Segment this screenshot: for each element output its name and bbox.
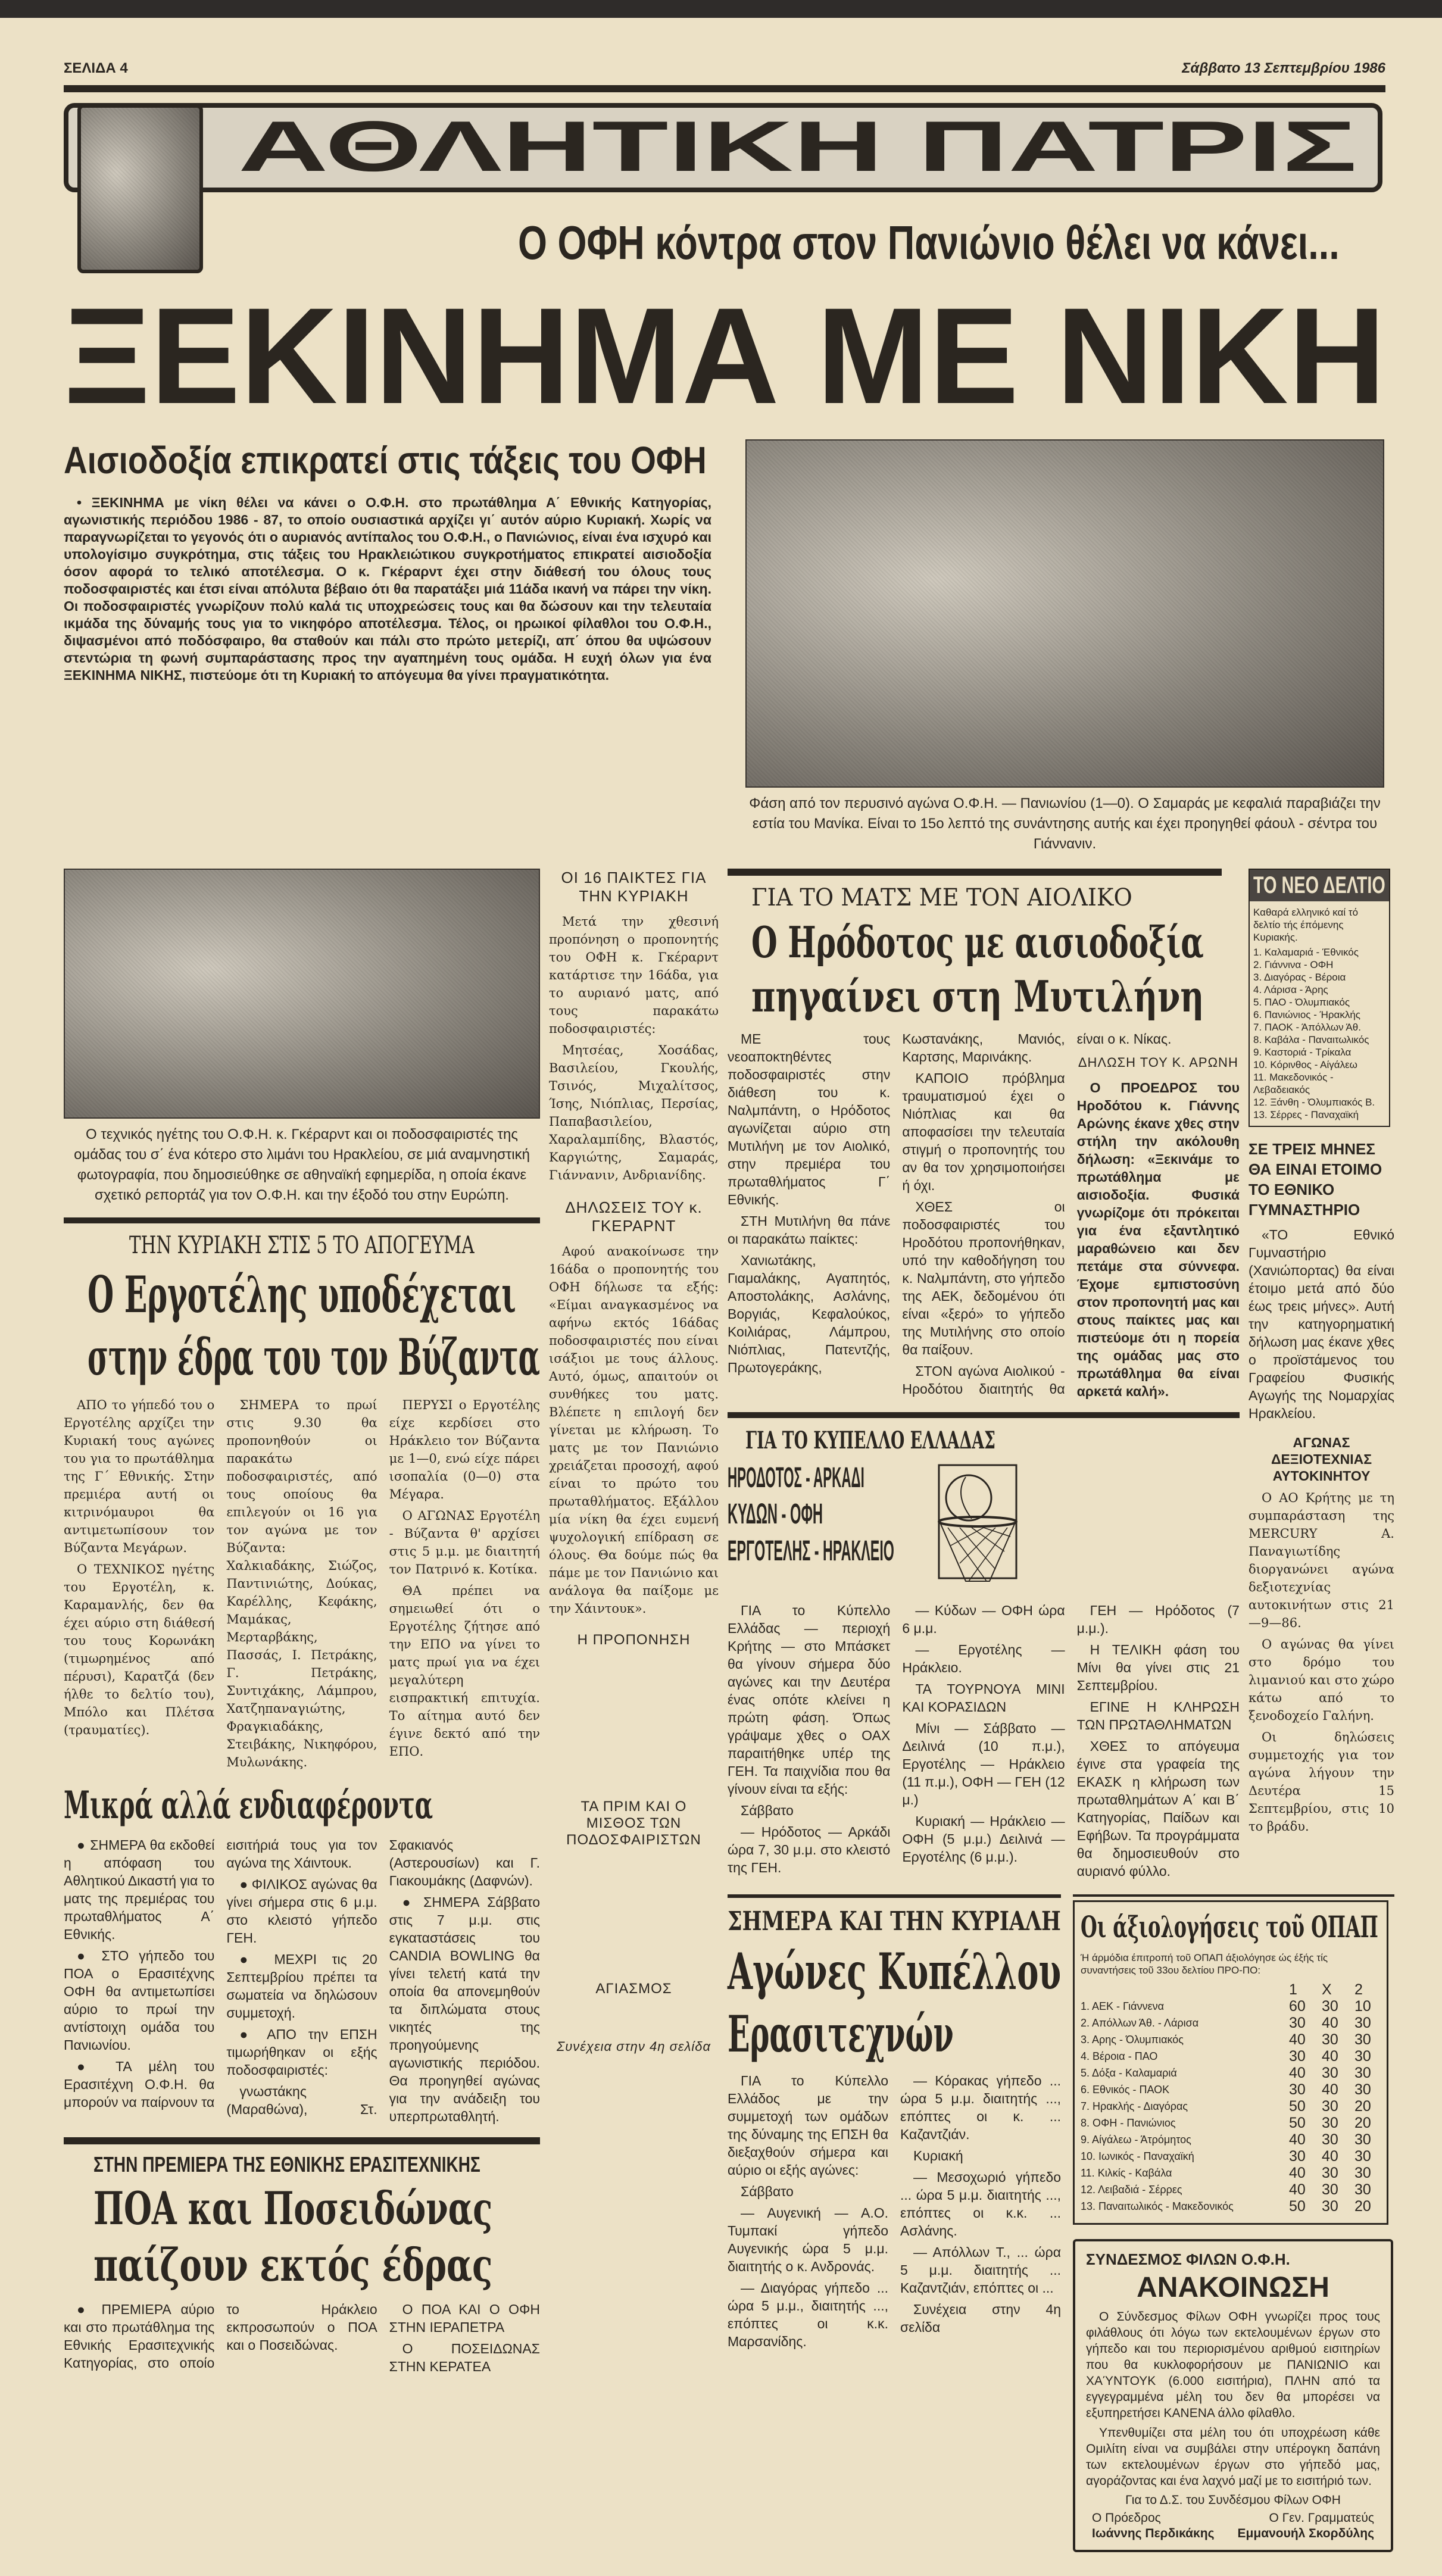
paragraph: Χανιωτάκης, Γιαμαλάκης, Αγαπητός, Αποστολάκης, Ασλάνης, Βοργιάς, Κεφαλούκος, Κοιλιάρας, Λάμπρου, Νιόπλιας, Πατεντζής, Πρωτογεράκης, Κωστανάκης, Μανιός, Καρτσης, Μαρινάκης. xyxy=(728,1031,1065,1376)
cup-matches xyxy=(728,1462,906,1568)
list-item: 13. Σέρρες - Παναχαϊκή xyxy=(1253,1109,1359,1121)
cup-kicker xyxy=(745,1426,995,1454)
bonus-heading: ΤΑ ΠΡΙΜ ΚΑΙ Ο ΜΙΣΘΟΣ ΤΩΝ ΠΟΔΟΣΦΑΙΡΙΣΤΩΝ xyxy=(566,1798,701,1849)
match-photo-caption: Φάση από τον περυσινό αγώνα Ο.Φ.Η. — Πανιωνίου (1—0). Ο Σαμαράς με κεφαλιά παραβιάζει την εστία του Μανίκα. Είναι το 15ο λεπτό της συνάντησης αυτής και έχει προηγηθεί φάουλ - σέντρα του Γιάννανιν. xyxy=(749,795,1381,853)
paragraph: — Απόλλων Τ., ... ώρα 5 μ.μ. διαιτητής ... Καζαντζιάν, επόπτες οι ... xyxy=(900,2244,1061,2296)
opap-row xyxy=(1081,2048,1378,2065)
amateur-cup-headline-1 xyxy=(728,1942,1061,2001)
paragraph: Κυριακή xyxy=(913,2147,963,2163)
opap-row xyxy=(1081,2148,1378,2165)
opap-match: 11. Κιλκίς - Καβάλα xyxy=(1081,2166,1172,2179)
ergotelis-headline-2 xyxy=(88,1328,540,1387)
paragraph: ΣΗΜΕΡΑ το πρωί στις 9.30 θα προπονηθούν οι παρακάτω ποδοσφαιριστές, από τους οποίους θα επιλεγούν οι 16 για τον αγώνα με τον Βύζαντα: Χαλκιαδάκης, Σιώζος, Παντινιώτης, Δούκας, Καρέλλης, Κεφάκης, Μαμάκας, Μερταρβάκης, Πασσάς, Ι. Πετράκης, Γ. Πετράκης, Συντιχάκης, Λάμπρου, Χατζηπαναγιώτης, Φραγκιαδάκης, Στειβάκης, Νικηφόρου, Μυλωνάκης. xyxy=(226,1397,377,1769)
opap-rating: 30 xyxy=(1354,2031,1371,2048)
herodotos-body xyxy=(728,1030,1240,1400)
masthead-title: ΑΘΛΗΤΙΚΗ ΠΑΤΡΙΣ xyxy=(238,106,1357,186)
opap-match: 5. Δόξα - Καλαμαριά xyxy=(1081,2066,1177,2079)
paragraph: ● ΦΙΛΙΚΟΣ αγώνας θα γίνει σήμερα στις 6 μ.μ. στο κλειστό γήπεδο ΓΕΗ. xyxy=(226,1876,377,1946)
opap-rating: 10 xyxy=(1354,1997,1371,2015)
poa-kicker xyxy=(93,2153,480,2177)
issue-date: Σάββατο 13 Σεπτεμβρίου 1986 xyxy=(1182,60,1385,76)
opap-row xyxy=(1081,2031,1378,2048)
opap-match: 12. Λειβαδιά - Σέρρες xyxy=(1081,2183,1182,2196)
opap-match: 10. Ιωνικός - Παναχαϊκή xyxy=(1081,2150,1194,2162)
opap-rating: 30 xyxy=(1354,2131,1371,2148)
announcement-signatures xyxy=(1086,2508,1380,2541)
new-coupon-list xyxy=(1250,946,1389,1121)
opap-rating: 30 xyxy=(1354,2047,1371,2065)
opap-rating: 60 xyxy=(1289,1997,1306,2015)
lead-subhead xyxy=(64,439,707,482)
poa-headline-1 xyxy=(93,2182,492,2235)
section-rule xyxy=(64,2137,540,2144)
paragraph: — Μεσοχωριό γήπεδο ... ώρα 5 μ.μ. διαιτητής ..., επόπτες οι κ.κ. ... Ασλάνης. xyxy=(900,2169,1061,2238)
aroni-body xyxy=(1077,1079,1240,1400)
basketball-hoop-icon xyxy=(930,1462,1019,1593)
briefs-headline xyxy=(64,1783,433,1828)
paragraph: ● ΣΗΜΕΡΑ θα εκδοθεί η απόφαση του Αθλητικού Δικαστή για το ματς της πρεμιέρας του πρωταθλήματος Α΄ Εθνικής. xyxy=(64,1837,215,1943)
new-coupon-title: ΤΟ ΝΕΟ ΔΕΛΤΙΟ xyxy=(1253,872,1385,899)
list-item: 11. Μακεδονικός - Λεβαδειακός xyxy=(1253,1072,1334,1096)
list-item: 1. Καλαμαριά - Έθνικός xyxy=(1253,947,1359,958)
new-coupon-intro: Καθαρά ελληνικό καί τό δελτίο τής έπόμενης Κυριακής. xyxy=(1253,907,1359,944)
list-item: 12. Ξάνθη - Όλυμπιακός Β. xyxy=(1253,1097,1375,1109)
bonus-body-placeholder xyxy=(549,1856,719,1975)
paragraph: ΑΠΟ το γήπεδό του ο Εργοτέλης αρχίζει την Κυριακή τους αγώνες του για το πρωτάθλημα της Γ΄ Εθνικής. Στην πρεμιέρα αυτή οι κιτρινόμαυροι θα αντιμετωπίσουν τον Βύζαντα Μεγάρων. xyxy=(64,1397,215,1555)
opap-rating: 40 xyxy=(1289,2064,1306,2081)
paragraph: ΓΙΑ το Κύπελλο Ελλάδας — περιοχή Κρήτης — στο Μπάσκετ θα γίνουν σήμερα δύο αγώνες και την Δευτέρα ένας οπότε κλείνει η πρώτη φάση. Όπως γράψαμε χθες ο ΟΑΧ παραιτήθηκε υπέρ της ΓΕΗ. Τα παιχνίδια που θα γίνουν είναι τα εξής: xyxy=(728,1602,891,1797)
rally-heading: ΑΓΩΝΑΣ ΔΕΞΙΟΤΕΧΝΙΑΣ ΑΥΤΟΚΙΝΗΤΟΥ xyxy=(1271,1435,1372,1484)
poa-kicker-text: ΣΤΗΝ ΠΡΕΜΙΕΡΑ ΤΗΣ ΕΘΝΙΚΗΣ ΕΡΑΣΙΤΕΧΝΙΚΗΣ xyxy=(93,2152,480,2177)
main-row xyxy=(64,869,1442,2552)
right-column xyxy=(1249,869,1394,1839)
opap-row xyxy=(1081,2165,1378,2181)
opap-rating: 20 xyxy=(1354,2114,1371,2131)
opap-rating: 30 xyxy=(1289,2081,1306,2098)
paragraph: Ο Σύνδεσμος Φίλων ΟΦΗ γνωρίζει προς τους φιλάθλους ότι λόγω των εκτελουμένων έργων στο γήπεδο και του περιορισμένου αριθμού εισιτηρίων που θα κυκλοφορήσουν με ΠΑΝΙΩΝΙΟ και ΧΑΎΝΤΟΥΚ (6.000 εισιτήρια), ΠΛΗΝ από τα εγγεγραμμένα μέλη του δεν θα μπορέσει να εξυπηρετήσει ΚΑΝΕΝΑ άλλο φίλαθλο. xyxy=(1086,2309,1380,2420)
herodotos-cup-column xyxy=(728,869,1240,1879)
announcement-org: ΣΥΝΔΕΣΜΟΣ ΦΙΛΩΝ Ο.Φ.Η. xyxy=(1086,2250,1290,2268)
amateur-cup-headline-2-text: Ερασιτεχνών xyxy=(728,2004,954,2063)
paragraph: — Εργοτέλης — Ηράκλειο. xyxy=(902,1641,1065,1675)
opap-table xyxy=(1081,1981,1378,2215)
opap-rating: 30 xyxy=(1322,2197,1338,2215)
masthead-footballer-photo xyxy=(77,104,203,273)
opap-match: 1. ΑΕΚ - Γιάννενα xyxy=(1081,2000,1165,2012)
gym-body xyxy=(1249,1226,1394,1422)
opap-rating: 50 xyxy=(1289,2097,1306,2115)
poa-headline-1-text: ΠΟΑ και Ποσειδώνας xyxy=(93,2181,493,2235)
players-16-heading: ΟΙ 16 ΠΑΙΚΤΕΣ ΓΙΑ ΤΗΝ ΚΥΡΙΑΚΗ xyxy=(561,869,707,905)
opap-announcement-column xyxy=(1073,1894,1394,2552)
opap-row xyxy=(1081,2065,1378,2081)
opap-row xyxy=(1081,2081,1378,2098)
opap-intro: Ή άρμόδια έπιτροπή τοῦ ΟΠΑΠ άξιολόγησε ώς έξής τίς συναντήσεις τοῦ 33ου δελτίου ΠΡΟ-ΠΟ: xyxy=(1081,1951,1328,1976)
paragraph: ● ΠΡΕΜΙΕΡΑ αύριο και στο πρωτάθλημα της Εθνικής Ερασιτεχνικής Κατηγορίας, στο οποίο το Ηράκλειο εκπροσωπούν ο ΠΟΑ και ο Ποσειδώνας. xyxy=(64,2301,377,2371)
amateur-cup-kicker-text: ΣΗΜΕΡΑ ΚΑΙ ΤΗΝ ΚΥΡΙΑΛΗ xyxy=(728,1906,1061,1937)
paragraph: ΠΕΡΥΣΙ ο Εργοτέλης είχε κερδίσει στο Ηράκλειο τον Βύζαντα με 1—0, ενώ είχε πάρει ισοπαλία (0—0) στα Μέγαρα. xyxy=(389,1397,540,1501)
paragraph: Σάββατο xyxy=(741,2183,794,2199)
paragraph: Συνέχεια στην 4η σελίδα xyxy=(900,2301,1061,2335)
list-item: 10. Κόρινθος - Αίγάλεω xyxy=(1253,1059,1357,1071)
opap-col-header: 1 xyxy=(1289,1981,1297,1998)
paragraph: ΕΓΙΝΕ Η ΚΛΗΡΩΣΗ ΤΩΝ ΠΡΩΤΑΘΛΗΜΑΤΩΝ xyxy=(1076,1698,1240,1732)
statements-heading: ΔΗΛΩΣΕΙΣ ΤΟΥ κ. ΓΚΕΡΑΡΝΤ xyxy=(565,1198,703,1235)
paragraph: — Κύδων — ΟΦΗ ώρα 6 μ.μ. xyxy=(902,1602,1065,1636)
amateur-cup-headline-1-text: Αγώνες Κυπέλλου xyxy=(728,1941,1062,2001)
team-boat-photo xyxy=(64,869,540,1119)
cup-body-b xyxy=(1077,1601,1240,1880)
paragraph: Η ΤΕΛΙΚΗ φάση του Μίνι θα γίνει στις 21 Σεπτεμβρίου. xyxy=(1076,1641,1240,1693)
paragraph: Ο ΠΟΣΕΙΔΩΝΑΣ ΣΤΗΝ ΚΕΡΑΤΕΑ xyxy=(389,2340,540,2374)
players-16-body xyxy=(549,913,719,1184)
herodotos-headline-1-text: Ο Ηρόδοτος με αισιοδοξία xyxy=(751,916,1204,967)
president-role: Ο Πρόεδρος xyxy=(1092,2511,1161,2525)
paragraph: Ο ΠΟΑ ΚΑΙ Ο ΟΦΗ ΣΤΗΝ ΙΕΡΑΠΕΤΡΑ xyxy=(389,2301,540,2335)
rally-story xyxy=(1249,1434,1394,1835)
list-item: 7. ΠΑΟΚ - Άπόλλων Άθ. xyxy=(1253,1022,1361,1033)
aroni-heading: ΔΗΛΩΣΗ ΤΟΥ Κ. ΑΡΩΝΗ xyxy=(1078,1055,1238,1070)
list-item: 6. Πανιώνιος - Ήρακλής xyxy=(1253,1009,1360,1021)
opap-rating: 50 xyxy=(1289,2114,1306,2131)
announcement-signoff: Για το Δ.Σ. του Συνδέσμου Φίλων ΟΦΗ xyxy=(1125,2493,1341,2507)
opap-match-col xyxy=(1081,1981,1289,1998)
opap-match: 8. ΟΦΗ - Πανιώνιος xyxy=(1081,2116,1176,2129)
section-rule xyxy=(728,869,1222,876)
paragraph: Ο ΤΕΧΝΙΚΟΣ ηγέτης του Εργοτέλη, κ. Καραμανλής, δεν θα έχει αύριο στη διάθεσή του τους Κορωνάκη (τιμωρημένος από πέρυσι), Καρατζά (δεν ήλθε το δελτίο του), Μπόλο και Πλέτσα (τραυματίες). xyxy=(64,1562,215,1737)
lead-subhead-text: Αισιοδοξία επικρατεί στις τάξεις του ΟΦΗ xyxy=(64,439,707,482)
paragraph: Σάββατο xyxy=(741,1802,794,1818)
paragraph: ● ΣΗΜΕΡΑ Σάββατο στις 7 μ.μ. στις εγκαταστάσεις του CANDIA BOWLING θα γίνει τελετή κατά την οποία θα απονεμηθούν τα διπλώματα στους νικητές της προηγούμενης αγωνιστικής περιόδου. Θα προηγηθεί αγώνας για την ανάδειξη του υπερπρωταθλητή. xyxy=(389,1894,540,2125)
paragraph: ΓΕΗ — Ηρόδοτος (7 μ.μ.). xyxy=(1076,1602,1240,1636)
list-item: 5. ΠΑΟ - Όλυμπιακός xyxy=(1253,997,1350,1008)
paragraph: ΣΤΟΝ αγώνα Αιολικού - Ηροδότου διαιτητής θα είναι ο κ. Νίκας. xyxy=(902,1031,1172,1397)
left-column xyxy=(64,869,540,2375)
paragraph: Ο ΑΟ Κρήτης με τη συμπαράσταση της MERCURY Α. Παναγιωτίδης διοργανώνει αγώνα δεξιοτεχνίας αυτοκινήτων στις 21—9—86. xyxy=(1249,1491,1394,1631)
briefs-body xyxy=(64,1836,540,2125)
cup-match: ΕΡΓΟΤΕΛΗΣ - ΗΡΑΚΛΕΙΟ xyxy=(728,1535,894,1568)
opap-rating: 40 xyxy=(1289,2031,1306,2048)
lead-headline xyxy=(64,279,1386,432)
masthead-title-wrap xyxy=(238,107,1357,186)
blessing-heading: ΑΓΙΑΣΜΟΣ xyxy=(595,1981,672,1997)
opap-heading xyxy=(1081,1909,1378,1944)
opap-row xyxy=(1081,2198,1378,2215)
scan-top-edge xyxy=(0,0,1442,18)
opap-header-row xyxy=(1081,1981,1378,1998)
right-upper-row xyxy=(728,869,1394,1879)
opap-rating: 20 xyxy=(1354,2197,1371,2215)
paragraph: — Κόρακας γήπεδο ... ώρα 5 μ.μ. διαιτητής ..., επόπτες οι κ. ... Καζαντζιάν. xyxy=(900,2072,1061,2142)
opap-match: 13. Παναιτωλικός - Μακεδονικός xyxy=(1081,2200,1234,2212)
right-region xyxy=(728,869,1394,2552)
paragraph: Μίνι — Σάββατο — Δειλινά (10 π.μ.), Εργοτέλης — Ηράκλειο (11 π.μ.), ΟΦΗ — ΓΕΗ (12 μ.) xyxy=(902,1720,1065,1807)
opap-rating: 30 xyxy=(1354,2064,1371,2081)
paragraph: ΣΤΗ Μυτιλήνη θα πάνε οι παρακάτω παίκτες: xyxy=(728,1213,891,1247)
opap-rating: 40 xyxy=(1322,2147,1338,2165)
opap-rating: 30 xyxy=(1289,2047,1306,2065)
opap-rating: 30 xyxy=(1322,2064,1338,2081)
page-header xyxy=(64,61,1385,77)
paragraph: — Ηρόδοτος — Αρκάδι ώρα 7, 30 μ.μ. στο κλειστό της ΓΕΗ. xyxy=(728,1824,891,1875)
paragraph: Μετά την χθεσινή προπόνηση ο προπονητής του ΟΦΗ κ. Γκέραρντ κατάρτισε την 16άδα, για το αυριανό ματς, από τους παρακάτω ποδοσφαιριστές: xyxy=(549,914,719,1036)
opap-rating: 30 xyxy=(1322,2097,1338,2115)
right-lower-row xyxy=(728,1894,1394,2552)
ergotelis-kicker-text: ΤΗΝ ΚΥΡΙΑΚΗ ΣΤΙΣ 5 ΤΟ ΑΠΟΓΕΥΜΑ xyxy=(129,1232,475,1260)
poa-headline-2-text: παίζουν εκτός έδρας xyxy=(93,2238,493,2292)
paragraph: ΜΕ τους νεοαποκτηθέντες ποδοσφαιριστές στην διάθεση του κ. Ναλμπάντη, ο Ηρόδοτος αγωνίζεται αύριο στη Μυτιλήνη με τον Αιολικό, στην πρεμιέρα του πρωταθλήματος Γ΄ Εθνικής. xyxy=(728,1031,891,1208)
herodotos-kicker xyxy=(751,884,1132,912)
secretary-role: Ο Γεν. Γραμματεύς xyxy=(1269,2511,1374,2525)
training-body-placeholder xyxy=(549,1656,719,1793)
announcement-box xyxy=(1073,2239,1393,2552)
ergotelis-headline-2-text: στην έδρα του τον Βύζαντα xyxy=(88,1327,541,1387)
paragraph: ΤΑ ΤΟΥΡΝΟΥΑ ΜΙΝΙ ΚΑΙ ΚΟΡΑΣΙΔΩΝ xyxy=(902,1681,1065,1715)
training-heading: Η ΠΡΟΠΟΝΗΣΗ xyxy=(577,1632,691,1648)
list-item: 8. Καβάλα - Παναιτωλικός xyxy=(1253,1034,1369,1046)
gym-heading: ΣΕ ΤΡΕΙΣ ΜΗΝΕΣ ΘΑ ΕΙΝΑΙ ΕΤΟΙΜΟ ΤΟ ΕΘΝΙΚΟ ΓΥΜΝΑΣΤΗΡΙΟ xyxy=(1249,1140,1382,1219)
paragraph: ΚΑΠΟΙΟ πρόβλημα τραυματισμού έχει ο Νιόπλιας και θα αποφασίσει την τελευταία στιγμή ο προπονητής του αν θα τον χρησιμοποιήσει ή όχι. xyxy=(902,1070,1065,1194)
amateur-cup-body xyxy=(728,2072,1061,2350)
lead-row xyxy=(64,439,1442,854)
herodotos-headline-2-text: πηγαίνει στη Μυτιλήνη xyxy=(751,970,1204,1022)
opap-rating: 40 xyxy=(1289,2164,1306,2181)
bottom-margin xyxy=(0,2552,1442,2576)
lead-photo-block xyxy=(745,439,1384,854)
ergotelis-headline-1-text: Ο Εργοτέλης υποδέχεται xyxy=(88,1264,516,1324)
opap-row xyxy=(1081,2115,1378,2131)
team-boat-photo-caption: Ο τεχνικός ηγέτης του Ο.Φ.Η. κ. Γκέραρντ και οι ποδοσφαιριστές της ομάδας του σ΄ ένα κότερο στο λιμάνι του Ηρακλείου, σε μιά αναμνηστική φωτογραφία, που δημοσιεύθηκε σε αθηναϊκή εφημερίδα, η οποία έκανε σχετικό ρεπορτάζ για τον Ο.Φ.Η. και την έξοδό του στην Ευρώπη. xyxy=(74,1126,530,1204)
opap-row xyxy=(1081,2015,1378,2031)
new-coupon-header xyxy=(1250,870,1389,901)
ergotelis-kicker xyxy=(129,1232,475,1260)
opap-col-header: 2 xyxy=(1354,1981,1363,1998)
paragraph: Υπενθυμίζει στα μέλη του ότι υποχρέωση κάθε Ομιλίτη είναι να συμβάλει στην υπέρογκη δαπάνη των εκτελουμένων έργων στο γήπεδό μας, αγοράζοντας και ένα λαχνό μαζί με το εισιτήριό των. xyxy=(1086,2425,1380,2488)
paragraph: ● ΜΕΧΡΙ τις 20 Σεπτεμβρίου πρέπει τα σωματεία να δηλώσουν συμμετοχή. xyxy=(226,1951,377,2021)
paragraph: ● ΣΤΟ γήπεδο του ΠΟΑ ο Ερασιτέχνης ΟΦΗ θα αντιμετωπίσει αύριο το πρωί την αντίστοιχη ομάδα του Πανιωνίου. xyxy=(64,1948,215,2053)
amateur-cup-story xyxy=(728,1894,1061,2350)
opap-rating: 30 xyxy=(1322,2031,1338,2048)
paragraph: «ΤΟ Εθνικό Γυμναστήριο (Χανιώπορτας) θα είναι έτοιμο μετά από δύο έως τρεις μήνες». Αυτή την κατηγορηματική δήλωση μας έκανε χθες ο προϊστάμενος του Γραφείου Φυσικής Αγωγής της Νομαρχίας Ηρακλείου. xyxy=(1249,1227,1394,1422)
list-item: 2. Γιάννινα - ΟΦΗ xyxy=(1253,959,1334,971)
paragraph: Κυριακή — Ηράκλειο — ΟΦΗ (5 μ.μ.) Δειλινά — Εργοτέλης (6 μ.μ.). xyxy=(902,1813,1065,1865)
rally-body xyxy=(1249,1489,1394,1835)
lead-kicker-text: Ο ΟΦΗ κόντρα στον Πανιώνιο θέλει να κάνει... xyxy=(518,216,1340,269)
opap-col-header: Χ xyxy=(1322,1981,1332,1998)
paragraph: • ΞΕΚΙΝΗΜΑ με νίκη θέλει να κάνει ο Ο.Φ.Η. στο πρωτάθλημα Α΄ Εθνικής Κατηγορίας, αγωνιστικής περιόδου 1986 - 87, το οποίο ουσιαστικά αρχίζει γι΄ αυτόν αύριο Κυριακή. Χωρίς να παραγνωρίζεται το γεγονός ότι ο αυριανός αντίπαλος του Ο.Φ.Η., ο Πανιώνιος, είναι ένα ισχυρό και υπολογίσιμο συγκρότημα, στις τάξεις του Ηρακλειώτικου συγκροτήματος επικρατεί αισιοδοξία όσον αφορά το τελικό αποτέλεσμα. Ο κ. Γκέραρντ έχει στην διάθεσή του όλους τους ποδοσφαιριστές και έτσι είναι απόλυτα βέβαιο ότι θα παρατάξει μιά 11άδα ικανή να πάρει την νίκη. Οι ποδοσφαιριστές γνωρίζουν πολύ καλά τις υποχρεώσεις τους και θα δώσουν και την τελευταία ικμάδα της δύναμής τους για το νικηφόρο αποτέλεσμα. Τέλος, οι ηρωικοί φίλαθλοι του Ο.Φ.Η., διψασμένοι από ποδόσφαιρο, θα σταθούν και πάλι στο πρώτο μετερίζι, απ΄ όπου θα υψώσουν στεντώρια τη φωνή συμπαράστασης προς την αγαπημένη τους ομάδα. Η ευχή όλων για ένα ΞΕΚΙΝΗΜΑ ΝΙΚΗΣ, πιστεύομε ότι τη Κυριακή το απόγευμα θα γίνει πραγματικότητα. xyxy=(64,495,711,683)
cup-match: ΚΥΔΩΝ - ΟΦΗ xyxy=(728,1498,823,1531)
opap-rating: 50 xyxy=(1289,2197,1306,2215)
opap-row xyxy=(1081,2181,1378,2198)
amateur-cup-headline-2 xyxy=(728,2004,954,2063)
paragraph: Μητσέας, Χοσάδας, Βασιλείου, Γκουλής, Τσινός, Μιχαλίτσος, Ίσης, Νιόπλιας, Περσίας, Παπαβασιλείου, Χαραλαμπίδης, Βλαστός, Καργιώτης, Σαμαράς, Γιάννανιν, Ανδριανίδης. xyxy=(549,1043,719,1183)
poa-headline-2 xyxy=(93,2238,492,2292)
paragraph: ● ΤΑ μέλη του Ερασιτέχνη Ο.Φ.Η. θα μπορούν να παίρνουν τα εισιτήριά τους για τον αγώνα της Χάιντουκ. xyxy=(64,1837,377,2110)
opap-rating: 30 xyxy=(1322,2181,1338,2198)
announcement-body xyxy=(1086,2309,1380,2489)
paragraph: Ο ΑΓΩΝΑΣ Εργοτέλη - Βύζαντα θ' αρχίσει στις 5 μ.μ. με διαιτητή τον Πατρινό κ. Κοτίκα. xyxy=(389,1508,540,1576)
opap-rating: 20 xyxy=(1354,2097,1371,2115)
opap-match: 4. Βέροια - ΠΑΟ xyxy=(1081,2050,1158,2062)
paragraph: ΧΘΕΣ οι ποδοσφαιριστές του Ηροδότου προπονήθηκαν, υπό την καθοδήγηση του κ. Ναλμπάντη, στο γήπεδο της ΑΕΚ, δεδομένου ότι είναι «ξερό» το γήπεδο της Μυτιλήνης στο οποίο θα παίξουν. xyxy=(902,1199,1065,1358)
statements-body xyxy=(549,1242,719,1618)
cup-matches-row xyxy=(728,1462,1240,1593)
paragraph: — Αυγενική — Α.Ο. Τυμπακί γήπεδο Αυγενικής ώρα 5 μ.μ. διαιτητής ο κ. Ανδρονάς. xyxy=(728,2205,888,2274)
opap-match: 2. Απόλλων Άθ. - Λάρισα xyxy=(1081,2016,1199,2029)
cup-body-a xyxy=(728,1601,1065,1880)
opap-match: 7. Ηρακλής - Διαγόρας xyxy=(1081,2100,1188,2112)
masthead xyxy=(64,103,1382,282)
amateur-cup-kicker xyxy=(728,1906,1061,1937)
opap-rating: 30 xyxy=(1322,2164,1338,2181)
paragraph: ΧΘΕΣ το απόγευμα έγινε στα γραφεία της ΕΚΑΣΚ η κλήρωση των πρωταθλημάτων Α΄ και Β΄ Κατηγορίας, Παίδων και Εφήβων. Τα προγράμματα θα δημοσιευθούν στο αυριανό φύλλο. xyxy=(1076,1738,1240,1879)
section-rule xyxy=(1073,1894,1394,1897)
section-rule xyxy=(728,1894,1061,1898)
opap-rating: 30 xyxy=(1289,2147,1306,2165)
opap-title: Οι άξιολογήσεις τοῦ ΟΠΑΠ xyxy=(1081,1909,1378,1944)
paragraph: Ο ΠΡΟΕΔΡΟΣ του Ηροδότου κ. Γιάννης Αρώνης έκανε χθες στην στήλη την ακόλουθη δήλωση: «Ξεκινάμε το πρωτάθλημα με αισιοδοξία. Φυσικά γνωρίζομε ότι πρόκειται για ένα εξαντλητικό μαραθώνειο και δεν πετάμε στα σύννεφα. Έχομε εμπιστοσύνη στον προπονητή μας και στους παίκτες μας και πιστεύομε ότι η πορεία της ομάδας μας στο πρωτάθλημα θα είναι αρκετά καλή». xyxy=(1076,1080,1240,1400)
lead-body xyxy=(64,494,711,684)
opap-rating: 30 xyxy=(1354,2147,1371,2165)
paragraph: Οι δηλώσεις συμμετοχής για τον αγώνα λήγουν την Δευτέρα 15 Σεπτεμβρίου, στις 10 το βράδυ. xyxy=(1249,1730,1394,1834)
players-column xyxy=(549,869,719,2062)
opap-match: 9. Αίγάλεω - Άτρόμητος xyxy=(1081,2133,1191,2146)
list-item: 3. Διαγόρας - Βέροια xyxy=(1253,972,1346,983)
continued-note[interactable]: Συνέχεια στην 4η σελίδα xyxy=(557,2039,711,2054)
opap-row xyxy=(1081,2098,1378,2115)
herodotos-kicker-text: ΓΙΑ ΤΟ ΜΑΤΣ ΜΕ ΤΟΝ ΑΙΟΛΙΚΟ xyxy=(751,884,1132,912)
opap-match: 3. Αρης - Όλυμπιακός xyxy=(1081,2033,1184,2046)
paragraph: ● ΑΠΟ την ΕΠΣΗ τιμωρήθηκαν οι εξής ποδοσφαιριστές: xyxy=(226,2027,377,2078)
header-rule xyxy=(64,85,1385,92)
opap-rating: 40 xyxy=(1289,2181,1306,2198)
paragraph: γνωστάκης (Μαραθώνα), Στ. Σφακιανός (Αστερουσίων) και Γ. Γιακουμάκης (Δαφνών). xyxy=(226,1837,540,2118)
cup-kicker-text: ΓΙΑ ΤΟ ΚΥΠΕΛΛΟ ΕΛΛΑΔΑΣ xyxy=(745,1426,995,1455)
cup-body xyxy=(728,1601,1240,1880)
lead-headline-text: ΞΕΚΙΝΗΜΑ ΜΕ ΝΙΚΗ xyxy=(64,279,1386,432)
paragraph: — Διαγόρας γήπεδο ... ώρα 5 μ.μ., διαιτητής ..., επόπτες οι κ.κ. Μαρσανίδης. xyxy=(728,2280,888,2349)
herodotos-headline-2 xyxy=(751,972,1204,1022)
poa-body xyxy=(64,2300,540,2375)
match-photo xyxy=(745,439,1384,788)
ergotelis-headline-1 xyxy=(88,1265,516,1324)
section-rule xyxy=(64,1217,540,1223)
opap-rating: 30 xyxy=(1289,2014,1306,2031)
paragraph: ΓΙΑ το Κύπελλο Ελλάδος με την συμμετοχή των ομάδων της δύναμης της ΕΠΣΗ θα διεξαχθούν σήμερα και αύριο οι εξής αγώνες: xyxy=(728,2072,888,2178)
opap-box xyxy=(1073,1900,1388,2225)
paragraph: Αφού ανακοίνωσε την 16άδα ο προπονητής του ΟΦΗ δήλωσε τα εξής: «Είμαι αναγκασμένος να αφήνω εκτός 16άδας ποδοσφαιριστές που είναι ισάξιοι με τους άλλους. Αυτό, όμως, απαιτούν οι συνθήκες του ματς. Βλέπετε η επιλογή δεν γίνεται με κλήρωση. Το ματς με τον Πανιώνιο χρειάζεται προσοχή, αφού είναι το πρώτο του πρωταθλήματος. Εξάλλου μία νίκη θα έχει ευμενή ψυχολογική επίδραση σε όλους. Θα δούμε πώς θα πάμε με τον Πανιώνιο και ανάλογα θα παίξομε με την Χάιντουκ». xyxy=(549,1244,719,1616)
opap-row xyxy=(1081,2131,1378,2148)
gym-story xyxy=(1249,1139,1394,1422)
briefs-headline-text: Μικρά αλλά ενδιαφέροντα xyxy=(64,1782,433,1828)
paragraph: Ο αγώνας θα γίνει στο δρόμο του λιμανιού και στο χώρο κάτω από το ξενοδοχείο Γαλήνη. xyxy=(1249,1637,1394,1723)
opap-rating: 30 xyxy=(1354,2181,1371,2198)
opap-rating: 30 xyxy=(1354,2164,1371,2181)
secretary-name: Εμμανουήλ Σκορδύλης xyxy=(1237,2526,1374,2540)
herodotos-headline-1 xyxy=(751,917,1204,968)
president-name: Ιωάννης Περδικάκης xyxy=(1092,2526,1215,2540)
opap-match: 6. Εθνικός - ΠΑΟΚ xyxy=(1081,2083,1170,2096)
opap-rating: 30 xyxy=(1354,2014,1371,2031)
list-item: 9. Καστοριά - Τρίκαλα xyxy=(1253,1047,1352,1058)
opap-rating: 40 xyxy=(1322,2014,1338,2031)
ergotelis-body xyxy=(64,1396,540,1771)
announcement-title: ΑΝΑΚΟΙΝΩΣΗ xyxy=(1137,2271,1329,2303)
opap-rating: 30 xyxy=(1354,2081,1371,2098)
new-coupon-box xyxy=(1249,869,1390,1127)
opap-rating: 40 xyxy=(1289,2131,1306,2148)
paragraph: ΘΑ πρέπει να σημειωθεί ότι ο Εργοτέλης ζήτησε από την ΕΠΟ να γίνει το ματς πρωί για να έχει μεγαλύτερη εισπρακτική επιτυχία. Το αίτημα αυτό δεν έγινε δεκτό από την ΕΠΟ. xyxy=(389,1583,540,1759)
opap-row xyxy=(1081,1998,1378,2015)
lead-text-block xyxy=(64,439,711,688)
opap-rating: 40 xyxy=(1322,2047,1338,2065)
opap-rating: 30 xyxy=(1322,1997,1338,2015)
lead-kicker xyxy=(518,216,1340,270)
opap-rating: 40 xyxy=(1322,2081,1338,2098)
page-label: ΣΕΛΙΔΑ 4 xyxy=(64,60,128,76)
list-item: 4. Λάρισα - Άρης xyxy=(1253,984,1328,996)
opap-rating: 30 xyxy=(1322,2114,1338,2131)
opap-rating: 30 xyxy=(1322,2131,1338,2148)
section-rule xyxy=(728,1412,1240,1418)
cup-match: ΗΡΟΔΟΤΟΣ - ΑΡΚΑΔΙ xyxy=(728,1462,864,1494)
